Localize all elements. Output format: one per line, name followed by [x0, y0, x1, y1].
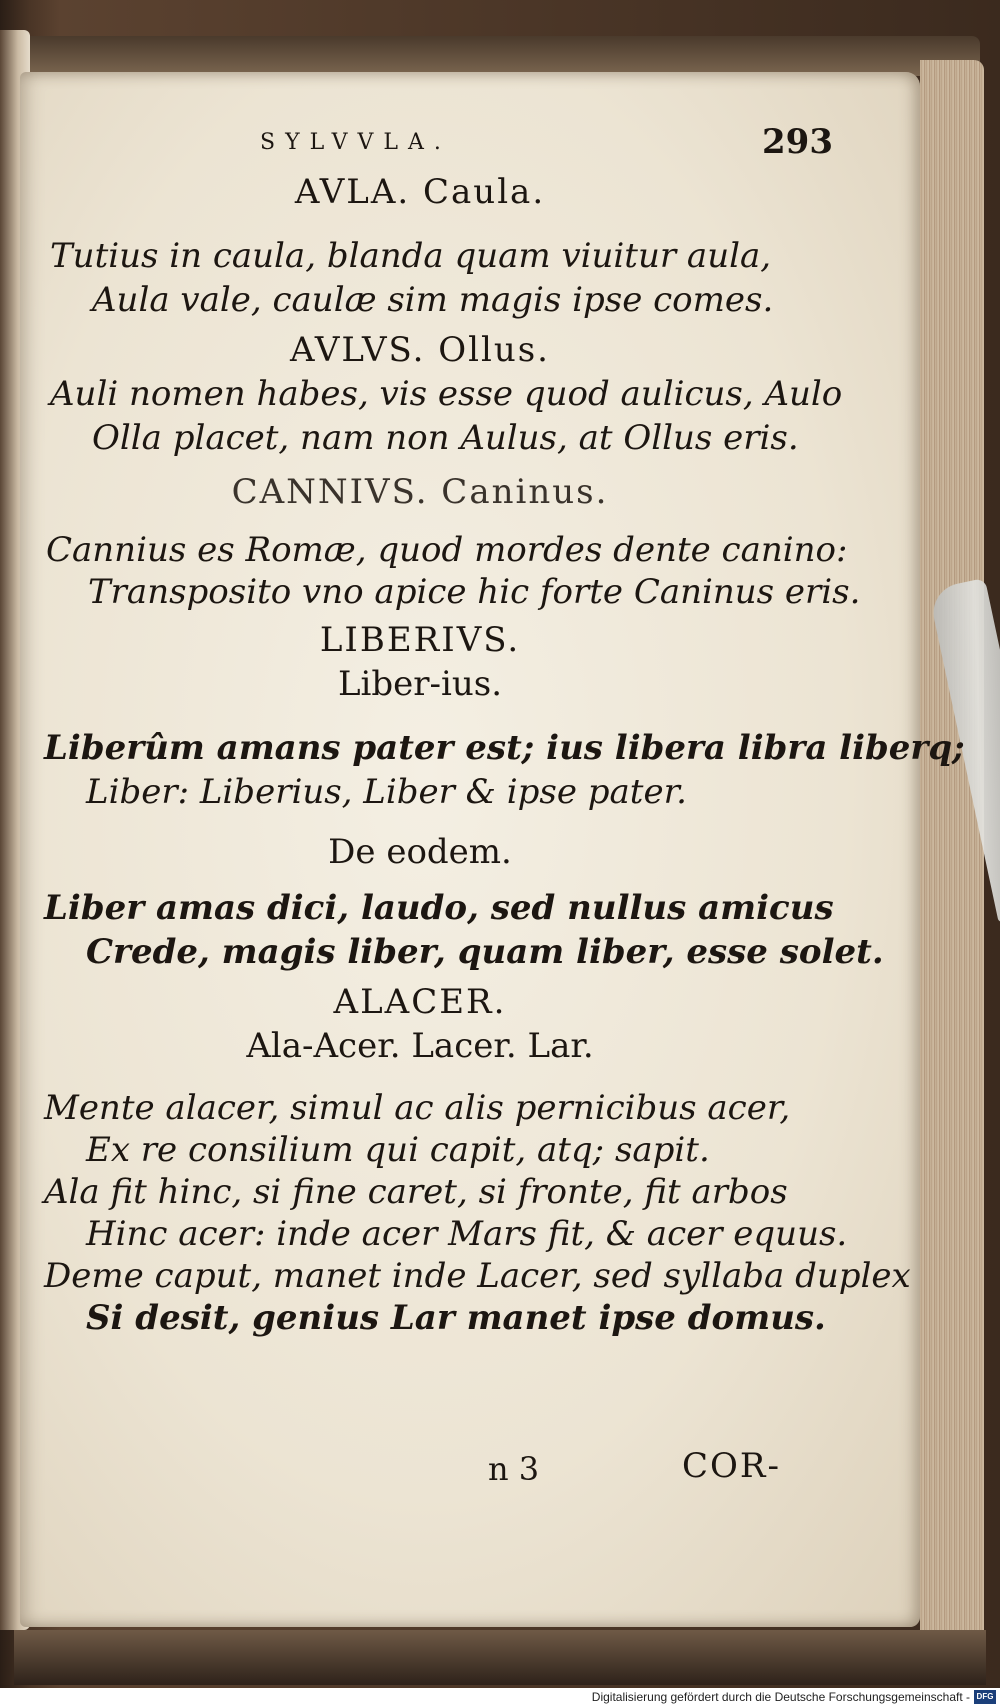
verse-line: Liber amas dici, laudo, sed nullus amicus	[44, 888, 834, 928]
verse-line: Si desit, genius Lar manet ipse domus.	[86, 1298, 826, 1338]
verse-line: Hinc acer: inde acer Mars fit, & acer equus.	[86, 1214, 848, 1254]
verse-line: Tutius in caula, blanda quam viuitur aula,	[50, 236, 772, 276]
verse-line: Transposito vno apice hic forte Caninus eris.	[88, 572, 861, 612]
verse-line: Deme caput, manet inde Lacer, sed syllaba duplex	[44, 1256, 911, 1296]
verse-line: Ala fit hinc, si fine caret, si fronte, fit arbos	[44, 1172, 788, 1212]
running-head: SYLVVLA.	[260, 130, 451, 155]
verse-line: Mente alacer, simul ac alis pernicibus acer,	[44, 1088, 791, 1128]
section-heading: De eodem.	[328, 832, 512, 872]
section-heading: AVLVS. Ollus.	[290, 330, 550, 370]
signature-mark: n 3	[488, 1450, 540, 1488]
catchword: COR-	[682, 1446, 781, 1486]
section-heading: ALACER.	[333, 982, 507, 1022]
verse-line: Olla placet, nam non Aulus, at Ollus eris.	[92, 418, 799, 458]
page-number: 293	[762, 122, 833, 162]
section-heading: AVLA. Caula.	[294, 172, 546, 212]
verse-line: Cannius es Romæ, quod mordes dente canino:	[46, 530, 848, 570]
verse-line: Aula vale, caulæ sim magis ipse comes.	[92, 280, 774, 320]
section-subheading: Liber-ius.	[337, 664, 503, 704]
section-heading: LIBERIVS.	[319, 620, 521, 660]
section-heading: CANNIVS. Caninus.	[231, 472, 609, 512]
dfg-logo: DFG	[974, 1690, 996, 1704]
verse-line: Crede, magis liber, quam liber, esse solet.	[86, 932, 884, 972]
digitization-credit: Digitalisierung gefördert durch die Deutsche Forschungsgemeinschaft -	[0, 1688, 1000, 1707]
verse-line: Liber: Liberius, Liber & ipse pater.	[86, 772, 687, 812]
verse-line: Liberûm amans pater est; ius libera libra liberq;	[44, 728, 965, 768]
verse-line: Ex re consilium qui capit, atq; sapit.	[86, 1130, 710, 1170]
section-subheading: Ala-Acer. Lacer. Lar.	[246, 1026, 594, 1066]
verse-line: Auli nomen habes, vis esse quod aulicus, Aulo	[50, 374, 843, 414]
